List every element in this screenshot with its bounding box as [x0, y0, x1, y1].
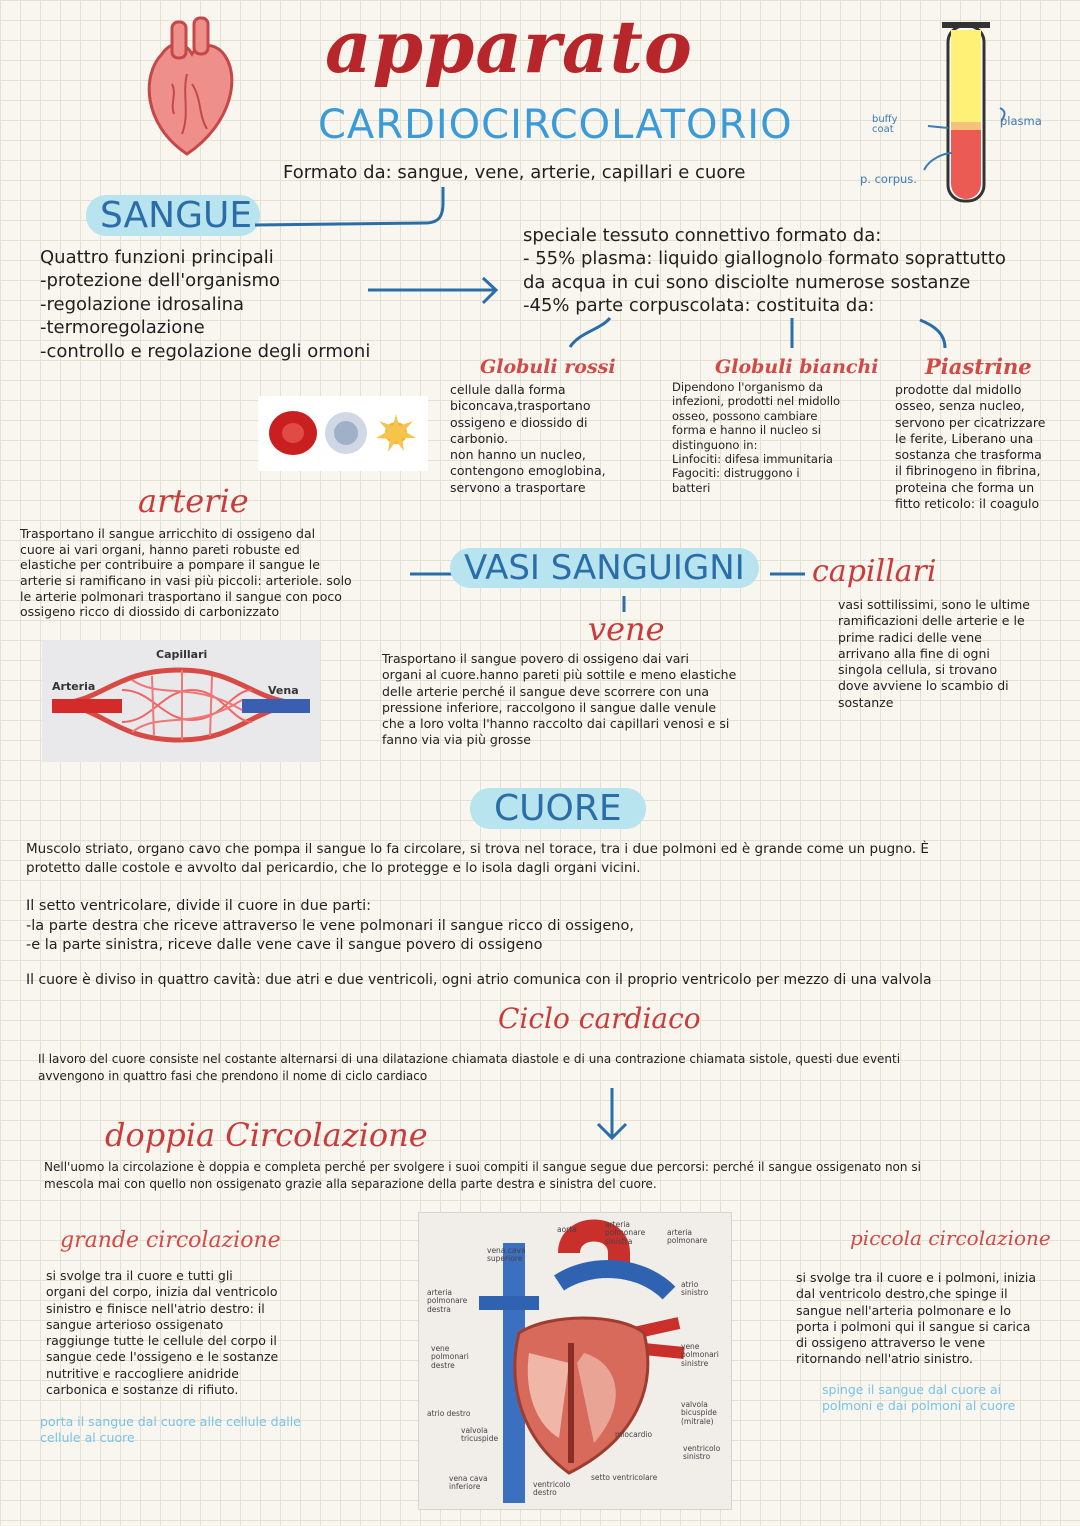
- cell-desc-red: [450, 382, 606, 496]
- note-line: spinge il sangue dal cuore ai: [822, 1382, 1002, 1397]
- ciclo-line: Il lavoro del cuore consiste nel costante alternarsi di una dilatazione chiamata diastole e di una contrazione chiamata sistole, questi due eventi: [38, 1052, 901, 1066]
- tissue-description: [523, 224, 1006, 318]
- cuore-heading: CUORE: [470, 788, 646, 829]
- arterie-line: le arterie polmonari trasportano il sangue con poco: [20, 588, 342, 604]
- grande-line: carbonica e sostanze di rifiuto.: [46, 1381, 239, 1397]
- capillari-line: dove avviene lo scambio di: [838, 678, 1009, 694]
- arterie-title: arterie: [138, 482, 249, 520]
- cuore-paragraph-3: Il cuore è diviso in quattro cavità: due atri e due ventricoli, ogni atrio comunica con il proprio ventricolo per mezzo di una valvola: [26, 972, 932, 988]
- vene-line: organi al cuore.hanno pareti più sottile e meno elastiche: [382, 667, 737, 683]
- ciclo-desc: [38, 1051, 900, 1085]
- label-arteria-polmonare-sinistra: arteria polmonare sinistra: [605, 1220, 646, 1246]
- label-ventricolo-destro: ventricolo destro: [533, 1480, 571, 1498]
- grande-line: raggiunge tutte le cellule del corpo il: [46, 1333, 277, 1348]
- tissue-line: - 55% plasma: liquido giallognolo formato soprattutto: [523, 248, 1006, 270]
- diagram-label-vena: Vena: [268, 684, 299, 697]
- doppia-desc: [44, 1159, 921, 1193]
- piccola-line: sangue nell'arteria polmonare e lo: [796, 1302, 1012, 1318]
- arterie-line: Trasportano il sangue arricchito di ossigeno dal: [20, 526, 316, 541]
- doppia-title: doppia Circolazione: [105, 1116, 428, 1154]
- piccola-line: si svolge tra il cuore e i polmoni, inizia: [796, 1270, 1037, 1285]
- vene-line: delle arterie perché il sangue deve scorrere con una: [382, 683, 710, 699]
- label-arteria-polmonare-destra: arteria polmonare destra: [427, 1288, 468, 1314]
- blood-cells-image: [258, 396, 428, 471]
- label-arteria-polmonare: arteria polmonare: [667, 1228, 708, 1246]
- label-vene-polmonari-sinistre: vene polmonari sinistre: [681, 1342, 719, 1368]
- function-line: -protezione dell'organismo: [40, 270, 281, 292]
- piccola-line: porta i polmoni qui il sangue si carica: [796, 1318, 1031, 1334]
- vasi-heading: VASI SANGUIGNI: [450, 548, 759, 588]
- cell-line: il fibrinogeno in fibrina,: [895, 463, 1041, 479]
- cell-title-white: Globuli bianchi: [715, 356, 879, 378]
- cell-line: sostanza che trasforma: [895, 447, 1042, 462]
- vene-line: che a loro volta l'hanno raccolto dai capillari venosi e si: [382, 716, 730, 731]
- grande-line: sinistro e finisce nell'atrio destro: il: [46, 1300, 265, 1316]
- cell-line: servono per cicatrizzare: [895, 414, 1046, 430]
- cell-title-red: Globuli rossi: [480, 356, 616, 378]
- function-line: -termoregolazione: [40, 317, 205, 339]
- capillari-line: ramificazioni delle arterie e le: [838, 613, 1025, 629]
- sangue-functions: [40, 246, 370, 363]
- corpus-label: p. corpus.: [860, 172, 917, 186]
- label-atrio-destro: atrio destro: [427, 1409, 471, 1418]
- label-ventricolo-sinistro: ventricolo sinistro: [683, 1444, 721, 1462]
- diagram-label-capillari: Capillari: [156, 648, 208, 661]
- cell-line: prodotte dal midollo: [895, 382, 1022, 397]
- doppia-line: mescola mai con quello non ossigenato grazie alla separazione della parte destra e sinistra del cuore.: [44, 1176, 657, 1191]
- diagram-label-arteria: Arteria: [52, 680, 96, 693]
- label-aorta: aorta: [557, 1225, 577, 1234]
- piccola-title: piccola circolazione: [850, 1226, 1051, 1250]
- grande-note: [40, 1414, 301, 1447]
- cell-line: non hanno un nucleo,: [450, 447, 586, 462]
- label-vena-cava-inferiore: vena cava inferiore: [449, 1474, 488, 1492]
- plasma-label: plasma: [1000, 114, 1042, 128]
- vene-line: fanno via via più grosse: [382, 732, 531, 748]
- tissue-line: da acqua in cui sono disciolte numerose sostanze: [523, 271, 971, 293]
- capillari-line: vasi sottilissimi, sono le ultime: [838, 597, 1030, 612]
- capillari-line: prime radici delle vene: [838, 629, 982, 645]
- cell-line: Linfociti: difesa immunitaria: [672, 451, 833, 466]
- cuore-paragraph-1: [26, 840, 1076, 878]
- cell-line: Fagociti: distruggono i: [672, 466, 800, 481]
- page-subtitle: CARDIOCIRCOLATORIO: [318, 102, 793, 148]
- doppia-line: Nell'uomo la circolazione è doppia e completa perché per svolgere i suoi compiti il sangue segue due percorsi: perché il sangue ossigenato non si: [44, 1160, 921, 1174]
- cell-line: cellule dalla forma: [450, 382, 566, 397]
- arterie-line: arterie si ramificano in vasi più piccoli: arteriole. solo: [20, 572, 352, 588]
- formed-by-text: Formato da: sangue, vene, arterie, capillari e cuore: [283, 162, 746, 183]
- cell-line: batteri: [672, 480, 711, 495]
- cuore-paragraph-2: [26, 897, 634, 956]
- ciclo-title: Ciclo cardiaco: [498, 1002, 701, 1035]
- piccola-line: dal ventricolo destro,che spinge il: [796, 1286, 1008, 1302]
- cell-line: le ferite, Liberano una: [895, 430, 1034, 446]
- cell-line: carbonio.: [450, 430, 509, 446]
- label-valvola-tricuspide: valvola tricuspide: [461, 1426, 499, 1444]
- grande-line: nutritive e raccogliere anidride: [46, 1365, 239, 1381]
- grande-line: organi del corpo, inizia dal ventricolo: [46, 1284, 278, 1300]
- capillari-line: arrivano alla fine di ogni: [838, 645, 990, 661]
- grande-line: sangue arterioso ossigenato: [46, 1316, 224, 1332]
- grande-desc: [46, 1268, 278, 1398]
- capillari-desc: [838, 597, 1030, 711]
- vene-desc: [382, 651, 736, 749]
- function-line: Quattro funzioni principali: [40, 247, 274, 268]
- function-line: -regolazione idrosalina: [40, 293, 245, 315]
- note-line: polmoni e dai polmoni al cuore: [822, 1398, 1016, 1414]
- cell-desc-platelets: [895, 382, 1045, 512]
- arterie-line: ossigeno ricco di diossido di carbonizzato: [20, 604, 280, 620]
- cell-line: proteina che forma un: [895, 479, 1035, 495]
- capillari-title: capillari: [812, 554, 937, 589]
- cuore-line: -e la parte sinistra, riceve dalle vene cave il sangue povero di ossigeno: [26, 937, 543, 954]
- arterie-desc: [20, 526, 352, 620]
- buffy-coat-label: buffy coat: [872, 114, 898, 135]
- note-line: porta il sangue dal cuore alle cellule dalle: [40, 1414, 301, 1429]
- cell-line: infezioni, prodotti nel midollo: [672, 394, 841, 409]
- capillari-line: singola cellula, si trovano: [838, 662, 998, 677]
- cell-line: Dipendono l'organismo da: [672, 380, 824, 394]
- cell-line: biconcava,trasportano: [450, 398, 591, 414]
- heart-icon: [132, 14, 252, 164]
- cell-line: distinguono in:: [672, 437, 758, 452]
- cell-line: ossigeno e diossido di: [450, 414, 588, 430]
- arterie-line: elastiche per contribuire a pompare il sangue le: [20, 557, 320, 573]
- branch-lines: [560, 312, 960, 357]
- cell-line: contengono emoglobina,: [450, 463, 606, 479]
- note-line: cellule al cuore: [40, 1430, 135, 1446]
- grande-title: grande circolazione: [60, 1228, 281, 1253]
- cell-line: osseo, senza nucleo,: [895, 398, 1025, 414]
- page-title: apparato: [325, 4, 693, 89]
- heart-anatomy-diagram: [418, 1212, 732, 1510]
- label-miocardio: miocardio: [615, 1430, 653, 1439]
- arrow-down-icon: [592, 1086, 632, 1146]
- cuore-line: protetto dalle costole e avvolto dal pericardio, che lo protegge e lo isola dagli organi vicini.: [26, 859, 641, 876]
- cell-line: servono a trasportare: [450, 479, 586, 495]
- cell-desc-white: [672, 380, 840, 495]
- label-vene-polmonari-destre: vene polmonari destre: [431, 1344, 469, 1370]
- label-valvola-bicuspide: valvola bicuspide (mitrale): [681, 1400, 717, 1426]
- capillary-diagram: [42, 640, 320, 762]
- function-line: -controllo e regolazione degli ormoni: [40, 340, 371, 362]
- label-vena-cava-superiore: vena cava superiore: [487, 1246, 526, 1264]
- piccola-line: ritornando nell'atrio sinistro.: [796, 1351, 973, 1367]
- vene-line: Trasportano il sangue povero di ossigeno dai vari: [382, 651, 690, 666]
- cell-line: fitto reticolo: il coagulo: [895, 495, 1040, 511]
- label-atrio-sinistro: atrio sinistro: [681, 1280, 709, 1298]
- ciclo-line: avvengono in quattro fasi che prendono il nome di ciclo cardiaco: [38, 1068, 428, 1083]
- tissue-line: -45% parte corpuscolata: costituita da:: [523, 295, 875, 317]
- label-setto-ventricolare: setto ventricolare: [591, 1473, 658, 1482]
- cuore-line: Il setto ventricolare, divide il cuore in due parti:: [26, 898, 371, 914]
- capillari-line: sostanze: [838, 694, 894, 710]
- cell-line: forma e hanno il nucleo si: [672, 423, 821, 438]
- cell-line: osseo, possono cambiare: [672, 408, 818, 423]
- vene-title: vene: [588, 610, 665, 648]
- connector-line: [255, 185, 455, 235]
- piccola-note: [822, 1382, 1015, 1415]
- cell-title-platelets: Piastrine: [925, 354, 1032, 379]
- piccola-line: di ossigeno attraverso le vene: [796, 1335, 986, 1350]
- grande-line: sangue cede l'ossigeno e le sostanze: [46, 1349, 279, 1365]
- arrow-right-icon: [368, 276, 503, 306]
- vene-line: pressione inferiore, raccolgono il sangue dalle venule: [382, 699, 717, 715]
- piccola-desc: [796, 1270, 1036, 1368]
- tissue-line: speciale tessuto connettivo formato da:: [523, 225, 882, 246]
- grande-line: si svolge tra il cuore e tutti gli: [46, 1268, 233, 1283]
- sangue-heading: SANGUE: [86, 195, 260, 236]
- arterie-line: cuore ai vari organi, hanno pareti robuste ed: [20, 541, 300, 557]
- cuore-line: Muscolo striato, organo cavo che pompa il sangue lo fa circolare, si trova nel torace, tra i due polmoni ed è grande come un pugno. È: [26, 841, 929, 857]
- cuore-line: -la parte destra che riceve attraverso le vene polmonari il sangue ricco di ossigeno,: [26, 917, 634, 934]
